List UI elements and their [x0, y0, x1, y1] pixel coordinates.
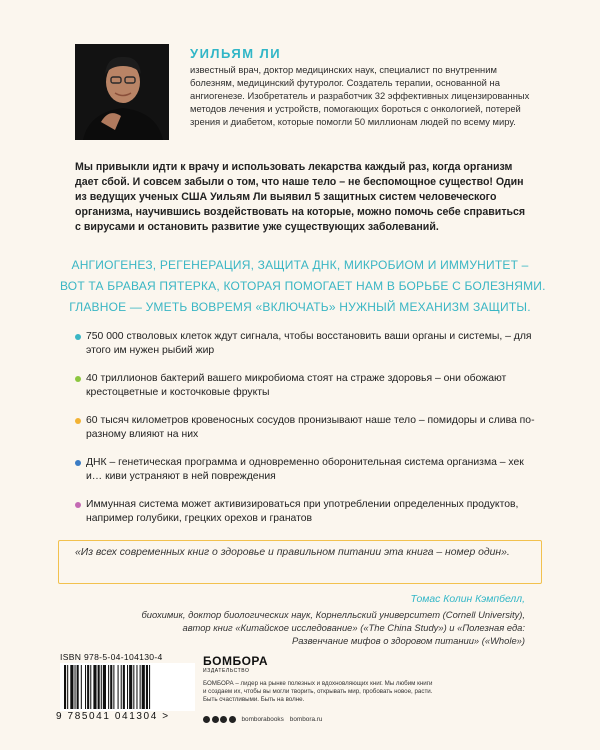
barcode-icon: [60, 663, 195, 711]
list-item-text: 40 триллионов бактерий вашего микробиома стоят на страже здоровья – они обожают крестоцветные и косточковые фрукты: [86, 373, 507, 398]
highlight-line: АНГИОГЕНЕЗ, РЕГЕНЕРАЦИЯ, ЗАЩИТА ДНК, МИКРОБИОМ И ИММУНИТЕТ –: [71, 258, 529, 272]
quote-credentials-line: автор книг «Китайское исследование» («The China Study») и «Полезная еда:: [182, 622, 525, 633]
social-network-icon: [203, 716, 210, 723]
social-handle: bomborabooks: [241, 716, 284, 723]
list-item: [75, 372, 535, 400]
social-network-icon: [229, 716, 236, 723]
publisher-site: bombora.ru: [289, 716, 323, 723]
bullet-dot-icon: [75, 376, 81, 382]
bullet-dot-icon: [75, 334, 81, 340]
quote-text: «Из всех современных книг о здоровье и правильном питании эта книга – номер один».: [75, 547, 510, 558]
publisher-logo: БОМБОРА: [203, 654, 269, 668]
author-photo: [75, 44, 169, 140]
highlight-line: ВОТ ТА БРАВАЯ ПЯТЕРКА, КОТОРАЯ ПОМОГАЕТ НАМ В БОРЬБЕ С БОЛЕЗНЯМИ.: [60, 279, 546, 293]
bullet-list: [75, 330, 535, 540]
publisher-social: [203, 716, 322, 723]
bullet-dot-icon: [75, 502, 81, 508]
quote-credentials: [85, 608, 525, 647]
quote-credentials-line: Развенчание мифов о здоровом питании» («Whole»): [292, 635, 525, 646]
author-name: УИЛЬЯМ ЛИ: [190, 46, 282, 61]
bullet-dot-icon: [75, 418, 81, 424]
publisher-subtitle: ИЗДАТЕЛЬСТВО: [203, 668, 250, 674]
list-item-text: Иммунная система может активизироваться при употреблении определенных продуктов, например голубики, грецких орехов и гранатов: [86, 499, 519, 524]
list-item: [75, 498, 535, 526]
bullet-dot-icon: [75, 460, 81, 466]
list-item: [75, 414, 535, 442]
highlight-line: ГЛАВНОЕ — УМЕТЬ ВОВРЕМЯ «ВКЛЮЧАТЬ» НУЖНЫЙ МЕХАНИЗМ ЗАЩИТЫ.: [69, 300, 531, 314]
social-network-icon: [212, 716, 219, 723]
list-item-text: 750 000 стволовых клеток ждут сигнала, чтобы восстановить ваши органы и системы, – для этого им нужен рыбий жир: [86, 331, 532, 356]
author-bio: известный врач, доктор медицинских наук, специалист по внутренним болезням, медицинский футуролог. Создатель терапии, основанной на ангиогенезе. Изобретатель и разработчик 32 эффективных лицензированных методов лечения и устройств, помогающих бороться с онкологией, потерей зрения и диабетом, которые помогли 50 миллионам людей по всему миру.: [190, 64, 530, 127]
highlight-block: [60, 255, 546, 318]
social-network-icon: [220, 716, 227, 723]
list-item-text: ДНК – генетическая программа и одновременно оборонительная система организма – хек и… киви устраняют в ней повреждения: [86, 457, 524, 482]
quote-credentials-line: биохимик, доктор биологических наук, Корнелльский университет (Cornell University),: [141, 609, 525, 620]
social-icons: [203, 716, 236, 723]
publisher-description: БОМБОРА – лидер на рынке полезных и вдохновляющих книг. Мы любим книги и создаем их, чтобы вы могли творить, открывать мир, пробовать новое, расти. Быть счастливыми. Быть на волне.: [203, 680, 433, 704]
list-item: [75, 456, 535, 484]
list-item: [75, 330, 535, 358]
quote-author: Томас Колин Кэмпбелл,: [410, 594, 525, 605]
isbn-label: ISBN 978-5-04-104130-4: [60, 652, 163, 662]
barcode-digits: 9 785041 041304 >: [56, 711, 170, 722]
intro-paragraph: Мы привыкли идти к врачу и использовать лекарства каждый раз, когда организм дает сбой. И совсем забыли о том, что наше тело – не беспомощное существо! Один из ведущих ученых США Уильям Ли выявил 5 защитных систем человеческого организма, научившись воздействовать на которые, можно помочь себе справиться с вирусами и остановить развитие уже существующих заболеваний.: [75, 161, 526, 233]
list-item-text: 60 тысяч километров кровеносных сосудов пронизывают наше тело – помидоры и слива по-разному влияют на них: [86, 415, 535, 440]
